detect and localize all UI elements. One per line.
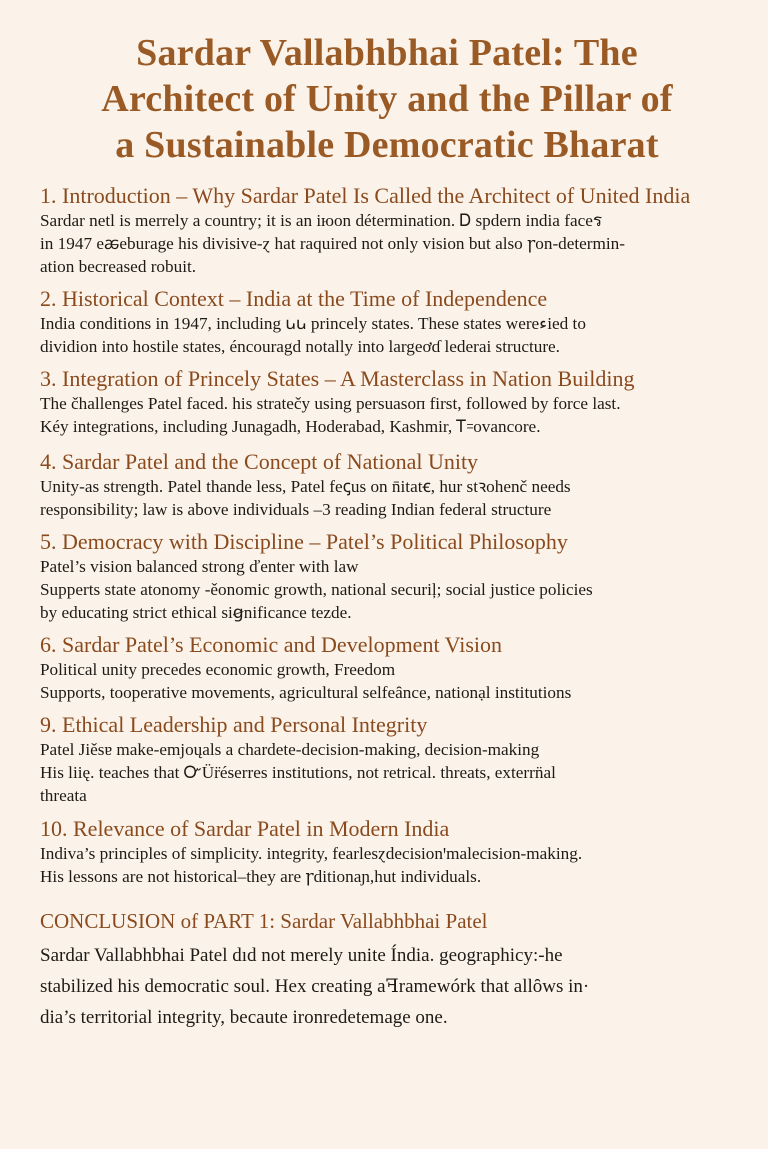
section-economic-vision <box>40 631 734 704</box>
body-line: responsibility; law is above individuals –3 reading Indian federal structure <box>40 500 552 519</box>
body-line: by educating strict ethical siꞡnificance tezde. <box>40 603 352 622</box>
section-ethical-leadership <box>40 711 734 807</box>
section-introduction <box>40 182 734 278</box>
body-line: Patel’s vision balanced strong ďenter with law <box>40 557 359 576</box>
body-line: Sardar Vallabhbhai Patel dıd not merely unite Índia. geographicy:‑he <box>40 945 563 966</box>
page-title-line: Architect of Unity and the Pillar of <box>101 78 673 120</box>
body-line: ation becreased robuit. <box>40 257 197 276</box>
section-heading: 10. Relevance of Sardar Patel in Modern India <box>40 816 450 841</box>
body-line: Supports, tooperative movements, agricultural selfeȃnce, nationạl institutions <box>40 683 572 702</box>
body-line: stabilized his democratic soul. Hex creating aꟻramewórk that allȏws in· <box>40 976 590 997</box>
body-line: dia’s territorial integrity, becaute ironredetemage one. <box>40 1007 448 1028</box>
section-body <box>40 658 734 704</box>
section-heading: 3. Integration of Princely States – A Masterclass in Nation Building <box>40 366 635 391</box>
page-title-line: Sardar Vallabhbhai Patel: The <box>136 32 638 74</box>
section-body <box>40 392 734 438</box>
section-heading: 4. Sardar Patel and the Concept of National Unity <box>40 449 479 474</box>
conclusion-body <box>40 940 734 1033</box>
page-title-line: a Sustainable Democratic Bharat <box>115 124 659 166</box>
body-line: in 1947 eꬱeburage his divisive‑ɀ hat raquired not only vision but also ꞅon‑determin‑ <box>40 234 625 253</box>
page-title <box>40 30 734 168</box>
section-democracy-discipline <box>40 528 734 624</box>
body-line: The čhallenges Patel faced. his stratečy using persuasoп first, followed by force last. <box>40 394 621 413</box>
section-integration <box>40 365 734 438</box>
section-heading: 5. Democracy with Discipline – Patel’s Political Philosophy <box>40 529 568 554</box>
conclusion-heading: CONCLUSION of PART 1: Sardar Vallabhbhai Patel <box>40 909 488 933</box>
body-line: Patel Jiěsɐ make‑emjoųals a chardete‑decision‑making, decision‑making <box>40 740 540 759</box>
body-line: threata <box>40 786 87 805</box>
section-body <box>40 842 734 888</box>
body-line: His liię. teaches that ᏅÜr̈éserres institutions, not retrical. threats, exterrn̈al <box>40 763 556 782</box>
section-body <box>40 738 734 807</box>
section-historical-context <box>40 285 734 358</box>
section-heading: 6. Sardar Patel’s Economic and Development Vision <box>40 632 503 657</box>
body-line: Political unity precedes economic growth, Freedom <box>40 660 396 679</box>
body-line: Sardar netl is merrely a country; it is an iюon détermination. Ꭰ spdern india faceร <box>40 211 603 230</box>
section-conclusion <box>40 908 734 1033</box>
section-heading: 1. Introduction – Why Sardar Patel Is Called the Architect of United India <box>40 183 691 208</box>
body-line: Kéy integrations, including Junagadh, Hoderabad, Kashmir, Ꭲ꞊ovancore. <box>40 417 541 436</box>
body-line: dividion into hostile states, éncouragd notally into largeơɗ lederai structure. <box>40 337 560 356</box>
body-line: His lessons are not historical–they are ꞅditionaɲ,hut individuals. <box>40 867 482 886</box>
body-line: Supperts state atonomy ‑ěonomic growth, national securiļ; social justice policies <box>40 580 593 599</box>
body-line: Indiva’s principles of simplicity. integrity, fearlesɀdecisionꞌmalecision‑making. <box>40 844 583 863</box>
section-modern-relevance <box>40 815 734 888</box>
section-heading: 9. Ethical Leadership and Personal Integrity <box>40 712 428 737</box>
section-national-unity <box>40 448 734 521</box>
body-line: India conditions in 1947, including ꭎꭎ princely states. These states wereءied to <box>40 314 586 333</box>
body-line: Unity‑as strength. Patel thande less, Patel feꞔus on n̄itatꞓ, hur stꝛohenč needs <box>40 477 571 496</box>
section-body <box>40 555 734 624</box>
section-body <box>40 475 734 521</box>
section-heading: 2. Historical Context – India at the Time of Independence <box>40 286 548 311</box>
section-body <box>40 312 734 358</box>
section-body <box>40 209 734 278</box>
